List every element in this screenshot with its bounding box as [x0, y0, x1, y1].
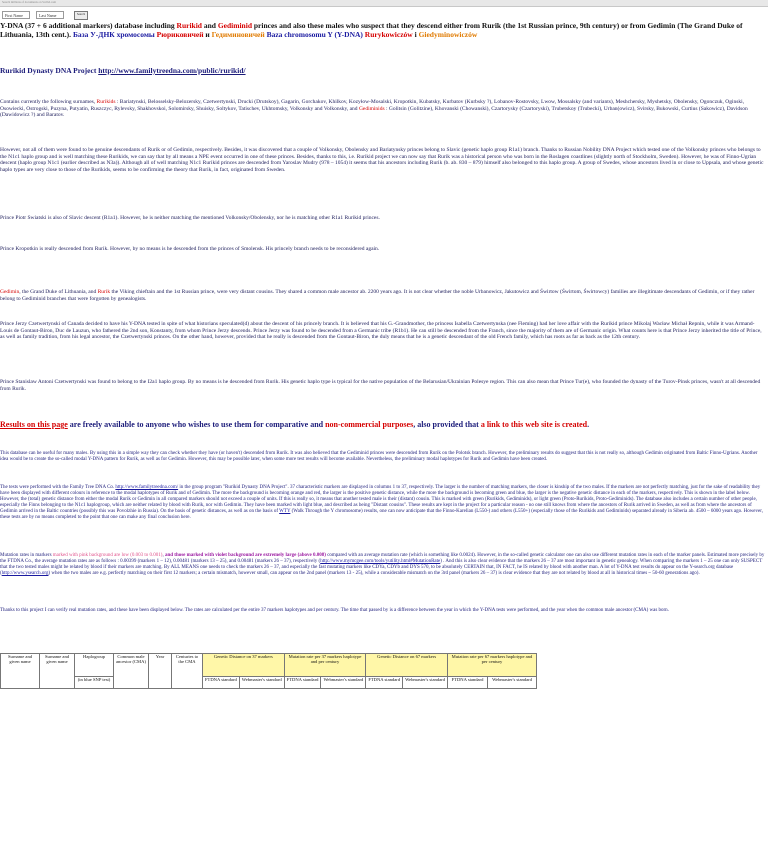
last-name-field[interactable]: Last Name — [36, 11, 64, 19]
results-notice: Results on this page are freely available to anyone who wishes to use them for comparative and non-commercial purposes, also provided that a link to this web site is created. — [0, 420, 590, 429]
haplogroup-subheader: (in blue SNP test) — [75, 676, 114, 688]
table-header-row — [1, 654, 537, 677]
project-link[interactable]: http://www.familytreedna.com/public/rurikid/ — [98, 66, 246, 75]
ysearch-link[interactable]: http://www.ysearch.org — [1, 571, 49, 576]
czetwertynski-paragraph: Prince Jerzy Czetwertynski of Canada decided to have his Y-DNA tested in spite of what historians speculated(d) about the descent of his princely branch. It is believed that his G.-Grandmother, the princess Isabella Czetwertynska (nee Fleming) had her love affair with the Rurikid prince Mikolaj Wacław Michał Repnin, while it was Armand-Louis de Gontaut-Biron, Duc de Lauzun, who fathered the 2nd son, Konstanty, from whom Prince Jerzy descends. Prince Jerzy was found to be descended from a Germanic tribe (R1b1). He can still be descended from the Franch, since the majority of them are of Germanic origin. What counts here is that Prince Jerzy inherited the title of Prince, as well as family tradition, from his legal ancestor, the Czetwertynski princes. On the other hand, however, provided that he really is descended from the Gontaut-Biron, the duly means that he is a genetic descendant of the old French family, which has roots as far as back as the 12th century. — [0, 321, 762, 341]
surname-header: Surname and given name — [1, 654, 40, 689]
wty-link[interactable]: WTY — [279, 509, 291, 514]
mutation-rates-note: Mutation rates in markers marked with pink background are low (0.003 to 0.001), and those marked with violet background are extremely large (above 0.008) compared with an average mutation rate (which is something like 0.0024). However, in the so-called genetic calculator one can also use different mutation rates in each of the marker panels. Estimated more precisely by the FTDNA Co., the average mutation rates are as follows : 0.00399 (markers 1 – 12), 0.00481 (markers 13 – 25), and 0.00481 (markers 26 – 37), respectively (http://www.mymcgee.com/tools/yutility.html#MutationRate) . And this is also clear evidence that the markers 26 – 37 are most important in genetic genealogy. When comparing the markers 1 – 25 one can only SUSPECT that the two tested males might be related by blood if their markers are matching. By ALL MEANS one needs to check the markers 26 – 37, and especially the fast mutating markers like CDYa, CDYb and DYS 570, to be absolutely CERTAIN that, IN FACT, he IS related by blood with another man. A lot of Y-DNA test results do appear on the Y-search.org database (http://www.ysearch.org) when the two males are e.g. perfectly matching on their first 12 markers; a certain mismatch, however small, can appear on the 2nd panel (markers 13 - 25), while a considerable mismatch on the 3rd panel (markers 26 – 37) is clear evidence that they are not related by blood at all in historical times ~ 50-60 generations ago). — [0, 553, 765, 576]
gd37-webmaster: Webmaster's standard — [239, 676, 284, 688]
project-heading: Rurikid Dynasty DNA Project http://www.familytreedna.com/public/rurikid/ — [0, 66, 246, 75]
tests-note: The tests were performed with the Family Tree DNA Co. http://www.familytreedna.com/ in the group program "Rurikid Dynasty DNA Project". 37 characteristic markers are displayed in columns 1 to 37, respectively. The larger is the number of matching markers, the closer is kinship of the two males. If the markers are not perfectly matching, just for the sake of readability they have been displayed with different colours in reference to the modal haplotypes of Rurik and of Gedimin. The more the background is becoming orange and red, the larger is the positive genetic distance, while the more the background is becoming green and blue, the larger is the negative genetic distance in each of the markers, respectively. This is shown in the label below. However, the (total) genetic distance from either the modal Rurik or Gedimin in all compared markers should not exceed a couple of units. If this is really so, it means that another tested male is their (distant) cousin. This is marked with green (Rurikids, Gediminids), or light green (Proto-Rurikids, Proto-Gediminids). The database also includes a certain number of other people, especially the Finns belonging to the N1c1 haplogroup, which are neither related by blood with Rurik, nor with Gedimin. They have been marked with light blue, and described as being "Distant cousins". These results are kept in the project for a particular reason - no one still knows from where the ancestors of Rurik arrived in Sweden, as well as from where the ancestors of Gedimin arrived in the Baltic countries (possibly this was Povolzhie in Russia). On the basis of genetic distances, as well as on the basis of WTY (Walk Through the Y chromosome) results, one can now anticipate that the Finno-Karelian (L550-) and others (L550+) (especially those of the Rurikids and Gediminids) separated already in Siberia ab. 4500 – 6000 years ago. However, these tests are by no means completed to the point that one can make any final conclusion here. — [0, 485, 763, 520]
gedimin-rurik-paragraph: Gedimin, the Grand Duke of Lithuania, and Rurik the Viking chieftain and the 1st Russian prince, were very distant cousins. They shared a common male ancestor ab. 2200 years ago. It is not clear whether the noble Urbanowicz, Jakutowicz and Świrtow (Świrtom, Świrtowcy) families are illegitimate descendants of Gedimin, or if they rather belong to Gediminid branches that were forgotten by genealogists. — [0, 289, 755, 302]
descent-paragraph: However, not all of them were found to be genuine descendants of Rurik or of Gedimin, respectively. Besides, it was discovered that a couple of Volkonsky, Obolensky and Bariatynsky princes belong to Slavic (genetic haplo group R1a1) branch. Thanks to Russian Nobility DNA Project which tested one of the Volkonsky princes who belongs to the N1c1 haplo group and is well matching these Rurikids, we can say that by all means a NPE event occurred in one of these princes. Besides, thanks to this, i.e. Rurikid project we can now say that Rurik was a historical person who was born in the Roslagen coastlines (slightly north of Stockholm, Sweden). However, he was of Finno-Ugrian descent (haplo group N1c1 (earlier described as N3a)). Although all of well matching N1c1 Rurikid princes are descended from Yaroslav Mudry (978 – 1054) it seems that his ancestors including Rurik (b. ab. 830 – 879) himself also belonged to this haplo group. A group of Swedes, whose ancestors lived in or close to Uppsala, and whose genetic haplo types are very close to those of the Rurikids, seems to be confirming the theory that Rurik, in fact, originated from Sweden. — [0, 147, 764, 173]
verification-note: Thanks to this project I can verify real mutation rates, and these have been displayed below. The rates are calculated per the entire 37 markers haplotypes and per century. The time that passed by is a difference between the year in which the Y-DNA tests were performed, and the year when the common male ancestor (CMA) was born. — [0, 608, 669, 613]
mr67-ftdna: FTDNA standard — [447, 676, 487, 688]
gd67-ftdna: FTDNA standard — [366, 676, 403, 688]
stanislaw-paragraph: Prince Stanislaw Antoni Czetwertynski was found to belong to the I2a1 haplo group. By no means is he descended from Rurik. His genetic haplo type is typical for the native population of the Belarusian/Ukrainian Polesye region. This can also mean that Prince Tur(e), who founded the dynasty of the Turov-Pinsk princes, wasn't at all descended from Rurik. — [0, 379, 761, 392]
haplogroup-header: Haplogroup — [75, 654, 114, 677]
swiatski-paragraph: Prince Piotr Swiatski is also of Slavic descent (R1a1). However, he is neither matching the mentioned Volkonsky/Obolensky, nor he is matching other R1a1 Rurikid princes. — [0, 215, 380, 221]
first-name-field[interactable]: First Name — [2, 11, 30, 19]
mr37-webmaster: Webmaster's standard — [321, 676, 366, 688]
mr37-ftdna: FTDNA standard — [284, 676, 321, 688]
mr67-header: Mutation rate per 67 markers haplotype and per century — [447, 654, 536, 677]
page-title: Y-DNA (37 + 6 additional markers) database including Rurikid and Gediminid princes and also these males who suspect that they descend either from Rurik (the 1st Russian prince, 9th century) or from Gedimin (The Grand Duke of Lithuania, 13th cent.). База У-ДНК хромосомы Рюриковичей и Гедиминовичей Baza chromosomu Y (Y-DNA) Rurykowiczów i Giedyminowiczów — [0, 21, 743, 39]
mr67-webmaster: Webmaster's standard — [488, 676, 537, 688]
mr37-header: Mutation rate per 37 markers haplotype and per century — [284, 654, 366, 677]
surnames-paragraph: Contains currently the following surnames, Rurikids : Bariatynski, Belosselsky-Belozersky, Czetwertynski, Drucki (Drutskoy), Gagarin, Gorchakov, Khilkov, Kozyłow-Mosalski, Kropotkin, Kubatsky, Kurbatov (Kurbsky ?), Lobanov-Rostovsky, Lwow, Mossalsky (and variants), Meshchersky, Myshetsky, Obolensky, Ogonczuk, Oginski, Osowiecki, Ostrogski, Puzyna, Putyatin, Ruszczyc, Rylevsky, Shakhovskoi, Solomirsky, Shuisky, Soltykov, Tatischev, Ukhtomsky, Volkonsky and Volkonsky, and Gediminids : Golitsin (Golitzine), Khovanski (Chowanski), Czartorysky (Czartoryski), Trubetskoy (Trubecki), Urban(owicz), Svirsky, Bukowski, Curtius (Sakowicz), Davidson (Dawidowicz ?) and Baratov. — [0, 99, 748, 119]
search-button[interactable]: Search — [74, 11, 88, 20]
rurikid-word: Rurikid — [176, 21, 202, 30]
gd37-ftdna: FTDNA standard — [203, 676, 240, 688]
common-ancestor-header: Common male ancestor (CMA) — [114, 654, 149, 689]
table-subheader-row — [1, 676, 537, 688]
gediminid-word: Gediminid — [217, 21, 252, 30]
database-usage-note: This database can be useful for many males. By using this in a simple way they can check whether they have (or haven't) descended from Rurik. It was also believed that the Gediminid princes were descended from Rurik on the Polotsk branch. However, the preliminary results do suggest that this is not really so, although Gedimin originated from Baltic Finno-Ugrians. Another idea would be to create the so-called modal Y-DNA pattern for Rurik, as well as for Gedimin. However, this may be possible later, when some more test results will become available. Nevertheless, the preliminary modal haplotypes for Rurik and Gedimin have been created. — [0, 451, 758, 462]
toolbar-caption: Search millions of documents on Scribd.com — [2, 0, 56, 4]
gd37-header: Genetic Distance on 37 markers — [203, 654, 285, 677]
surname-header-2: Surname and given name — [40, 654, 75, 689]
kropotkin-paragraph: Prince Kropotkin is really descended from Rurik. However, by no means is he descended from the princes of Smolensk. His princely branch needs to be reconsidered again. — [0, 246, 380, 252]
gd67-header: Genetic Distance on 67 markers — [366, 654, 448, 677]
gd67-webmaster: Webmaster's standard — [403, 676, 448, 688]
centuries-header: Centuries to the CMA — [172, 654, 203, 689]
browser-toolbar — [0, 0, 768, 7]
mutation-rate-table — [0, 653, 537, 689]
ftdna-link[interactable]: http://www.familytreedna.com/ — [115, 485, 179, 490]
results-link[interactable]: Results on this page — [0, 420, 68, 429]
year-header: Year — [149, 654, 172, 689]
mutation-rate-link[interactable]: http://www.mymcgee.com/tools/yutility.html#MutationRate — [320, 559, 441, 564]
